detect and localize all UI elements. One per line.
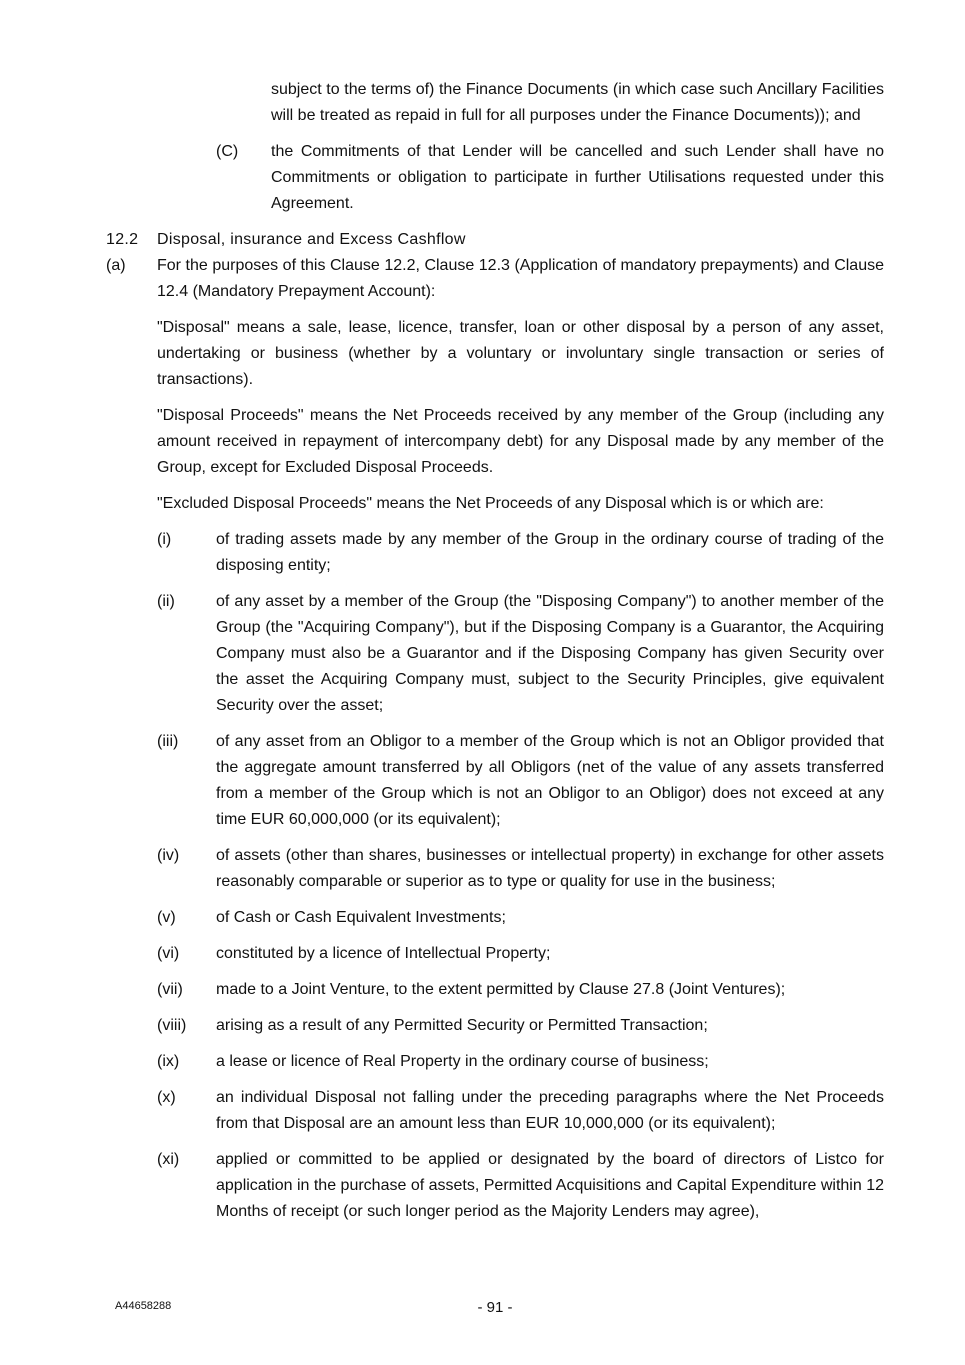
document-body xyxy=(0,77,965,1235)
item-label: (v) xyxy=(157,909,176,926)
sub-item xyxy=(157,977,884,1003)
item-label: (viii) xyxy=(157,1017,187,1034)
item-text: a lease or licence of Real Property in the ordinary course of business; xyxy=(216,1053,709,1070)
sub-item xyxy=(157,1013,884,1039)
section-number: 12.2 xyxy=(106,231,139,248)
item-text: For the purposes of this Clause 12.2, Clause 12.3 (Application of mandatory prepayments) and Clause 12.4 (Mandatory Prepayment Account): xyxy=(157,257,884,300)
sub-item xyxy=(157,1085,884,1137)
page-number: - 91 - xyxy=(477,1299,513,1316)
item-text: constituted by a licence of Intellectual Property; xyxy=(216,945,551,962)
item-text: made to a Joint Venture, to the extent permitted by Clause 27.8 (Joint Ventures); xyxy=(216,981,786,998)
item-label: (ii) xyxy=(157,593,175,610)
document-id: A44658288 xyxy=(115,1300,172,1312)
definition-disposal: "Disposal" means a sale, lease, licence, transfer, loan or other disposal by a person of any asset, undertaking or business (whether by a voluntary or involuntary single transaction or series of transactions). xyxy=(157,319,884,388)
item-text: applied or committed to be applied or designated by the board of directors of Listco for application in the purchase of assets, Permitted Acquisitions and Capital Expenditure within 12 Months of receipt (or such longer period as the Majority Lenders may agree), xyxy=(216,1151,884,1220)
sub-item xyxy=(157,527,884,579)
item-text: of Cash or Cash Equivalent Investments; xyxy=(216,909,506,926)
sub-item xyxy=(157,843,884,895)
item-label: (C) xyxy=(216,143,239,160)
sub-item xyxy=(157,905,884,931)
sub-item xyxy=(157,941,884,967)
section-title: Disposal, insurance and Excess Cashflow xyxy=(157,231,466,248)
item-text: the Commitments of that Lender will be cancelled and such Lender shall have no Commitments or obligation to participate in further Utilisations requested under this Agreement. xyxy=(271,143,884,212)
item-label: (xi) xyxy=(157,1151,180,1168)
item-text: of any asset by a member of the Group (the "Disposing Company") to another member of the Group (the "Acquiring Company"), but if the Disposing Company is a Guarantor, the Acquiring Company must also be a Guarantor and if the Disposing Company has given Security over the asset the Acquiring Company must, subject to the Security Principles, give equivalent Security over the asset; xyxy=(216,593,884,714)
item-label: (i) xyxy=(157,531,172,548)
item-text: of any asset from an Obligor to a member of the Group which is not an Obligor provided that the aggregate amount transferred by all Obligors (net of the value of any assets transferred from a member of the Group which is not an Obligor to an Obligor) does not exceed at any time EUR 60,000,000 (or its equivalent); xyxy=(216,733,884,828)
item-label: (iv) xyxy=(157,847,180,864)
sub-item xyxy=(157,1147,884,1225)
sub-item xyxy=(157,1049,884,1075)
continuation-paragraph: subject to the terms of) the Finance Documents (in which case such Ancillary Facilities will be treated as repaid in full for all purposes under the Finance Documents)); and xyxy=(271,81,884,124)
definition-disposal-proceeds: "Disposal Proceeds" means the Net Proceeds received by any member of the Group (including any amount received in repayment of intercompany debt) for any Disposal made by any member of the Group, except for Excluded Disposal Proceeds. xyxy=(157,407,884,476)
item-text: of trading assets made by any member of the Group in the ordinary course of trading of the disposing entity; xyxy=(216,531,884,574)
item-label: (vii) xyxy=(157,981,183,998)
item-text: of assets (other than shares, businesses or intellectual property) in exchange for other assets reasonably comparable or superior as to type or quality for use in the business; xyxy=(216,847,884,890)
item-label: (x) xyxy=(157,1089,176,1106)
list-item-a xyxy=(106,253,884,305)
sub-item xyxy=(157,589,884,719)
definition-excluded-disposal-proceeds: "Excluded Disposal Proceeds" means the Net Proceeds of any Disposal which is or which are: xyxy=(157,495,824,512)
item-text: arising as a result of any Permitted Security or Permitted Transaction; xyxy=(216,1017,708,1034)
item-text: an individual Disposal not falling under the preceding paragraphs where the Net Proceeds from that Disposal are an amount less than EUR 10,000,000 (or its equivalent); xyxy=(216,1089,884,1132)
item-label: (vi) xyxy=(157,945,180,962)
list-item-c xyxy=(216,139,884,217)
item-label: (iii) xyxy=(157,733,179,750)
sub-item xyxy=(157,729,884,833)
section-heading xyxy=(106,227,884,253)
item-label: (a) xyxy=(106,257,126,274)
item-label: (ix) xyxy=(157,1053,180,1070)
